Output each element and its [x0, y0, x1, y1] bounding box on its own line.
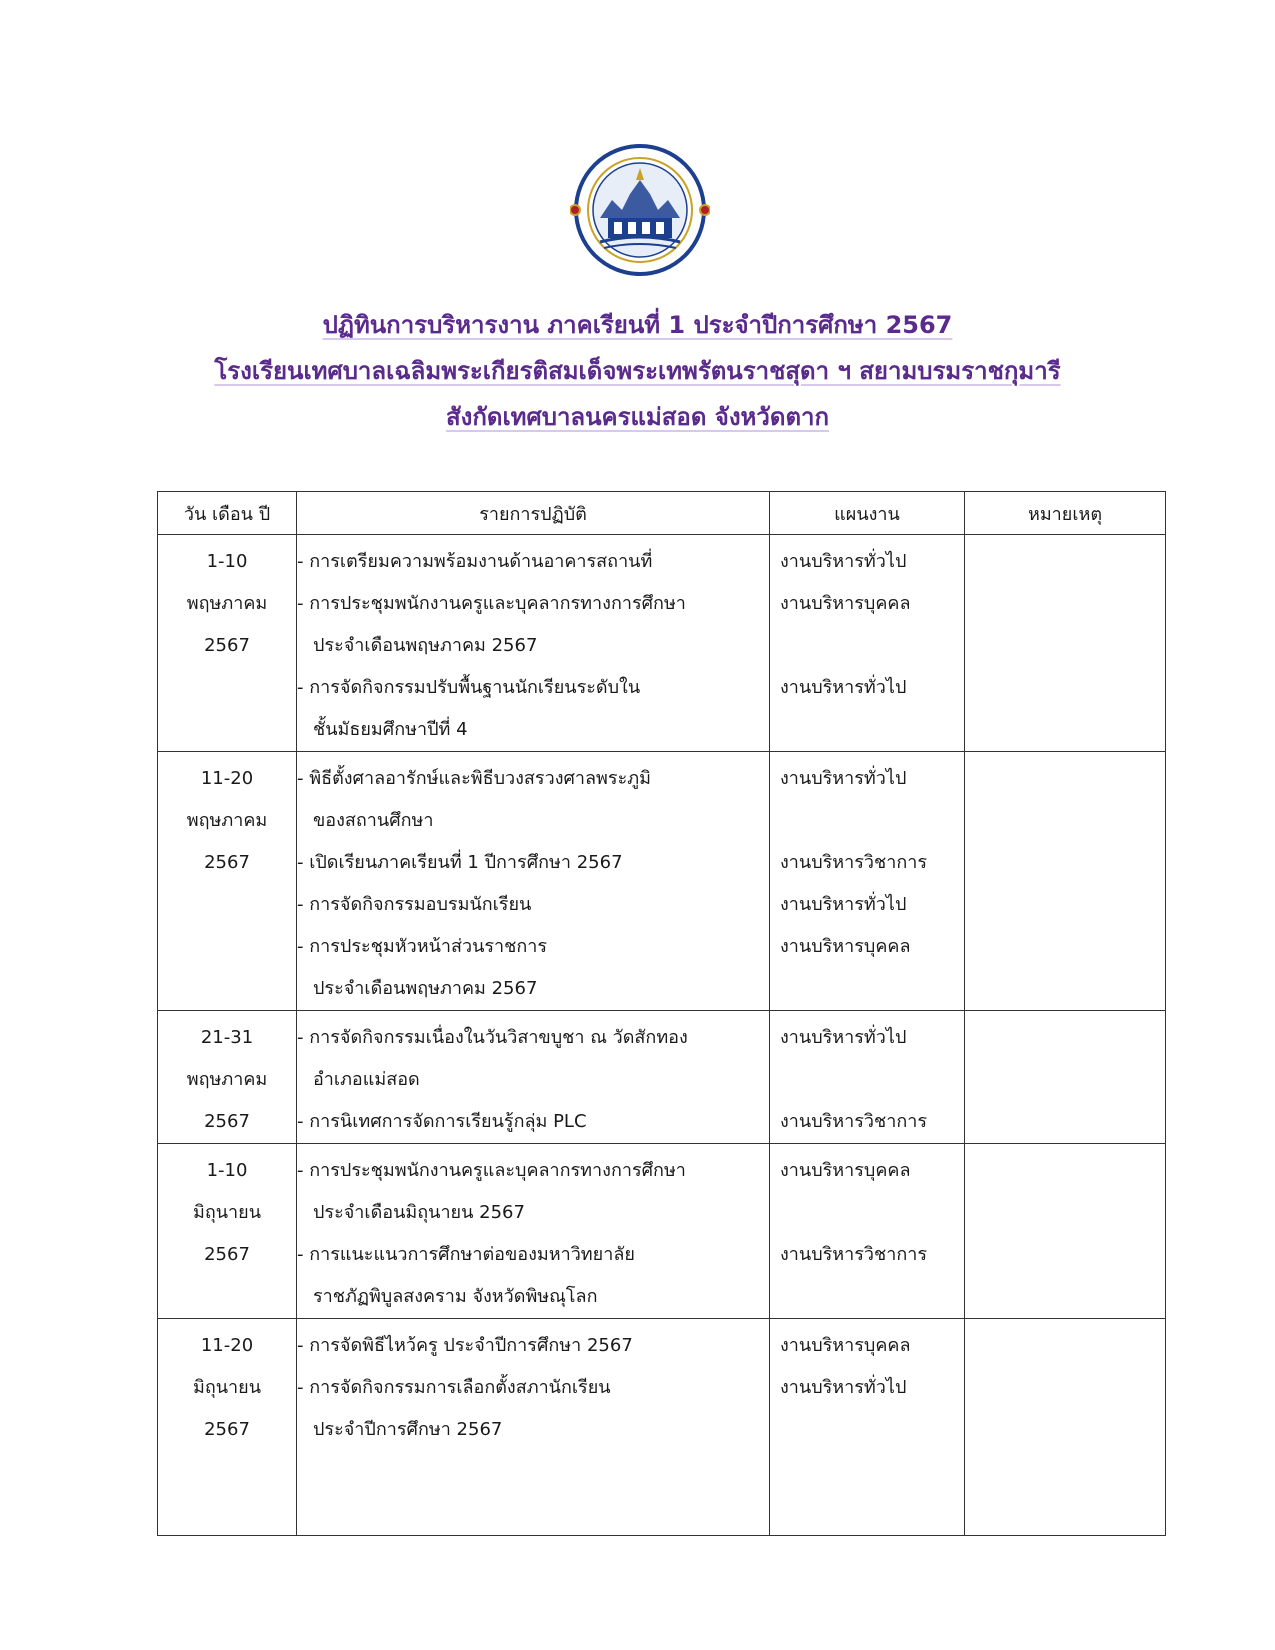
activity-item [297, 758, 769, 842]
department-cell [770, 1144, 965, 1319]
document-title-block [0, 302, 1275, 440]
department-line [770, 1493, 964, 1535]
department-line: งานบริหารทั่วไป [780, 768, 907, 789]
date-line: พฤษภาคม [186, 1069, 268, 1090]
department-line: งานบริหารวิชาการ [780, 1244, 928, 1265]
table-row [158, 752, 1166, 1011]
activity-text: - การจัดกิจกรรมปรับพื้นฐานนักเรียนระดับใน [297, 677, 641, 698]
remarks-cell [965, 1011, 1166, 1144]
date-line: 11-20 [200, 1335, 254, 1356]
department-line [770, 625, 964, 667]
activities-cell [297, 1144, 770, 1319]
activity-text: - การประชุมพนักงานครูและบุคลากรทางการศึกษา [297, 593, 686, 614]
department-line [770, 1192, 964, 1234]
activity-text: - การจัดกิจกรรมการเลือกตั้งสภานักเรียน [297, 1377, 611, 1398]
remarks-cell [965, 1144, 1166, 1319]
activity-text: - การแนะแนวการศึกษาต่อของมหาวิทยาลัย [297, 1244, 635, 1265]
department-line: งานบริหารทั่วไป [780, 677, 907, 698]
department-line [770, 800, 964, 842]
title-line-1: ปฏิทินการบริหารงาน ภาคเรียนที่ 1 ประจำปีการศึกษา 2567 [322, 311, 953, 339]
department-line [770, 1059, 964, 1101]
activity-text: ราชภัฏพิบูลสงคราม จังหวัดพิษณุโลก [313, 1286, 598, 1307]
column-header-date: วัน เดือน ปี [158, 492, 297, 535]
activity-text: - การจัดพิธีไหว้ครู ประจำปีการศึกษา 2567 [297, 1335, 633, 1356]
activity-item [297, 1234, 769, 1318]
column-header-department: แผนงาน [770, 492, 965, 535]
table-row [158, 1144, 1166, 1319]
department-line: งานบริหารวิชาการ [780, 852, 928, 873]
activity-text: อำเภอแม่สอด [313, 1069, 420, 1090]
date-line: 2567 [204, 852, 250, 873]
table-row [158, 1011, 1166, 1144]
column-header-activities: รายการปฏิบัติ [297, 492, 770, 535]
table-header-row [158, 492, 1166, 535]
activity-text: - การจัดกิจกรรมเนื่องในวันวิสาขบูชา ณ วัดสักทอง [297, 1027, 688, 1048]
activity-item [297, 926, 769, 1010]
remarks-cell [965, 1319, 1166, 1536]
activities-cell [297, 752, 770, 1011]
activities-cell [297, 1011, 770, 1144]
activities-cell [297, 535, 770, 752]
activity-item [297, 1325, 769, 1367]
date-cell [158, 1319, 297, 1536]
activity-text: ประจำปีการศึกษา 2567 [313, 1419, 503, 1440]
date-cell [158, 1144, 297, 1319]
activity-text: - การนิเทศการจัดการเรียนรู้กลุ่ม PLC [297, 1111, 587, 1132]
activity-item [297, 541, 769, 583]
activity-item [297, 1493, 769, 1535]
school-seal-logo [570, 140, 710, 280]
department-line: งานบริหารทั่วไป [780, 894, 907, 915]
date-line: พฤษภาคม [186, 593, 268, 614]
date-line: 21-31 [200, 1027, 254, 1048]
column-header-remarks: หมายเหตุ [965, 492, 1166, 535]
activity-text [297, 1493, 769, 1535]
activity-text: - การประชุมพนักงานครูและบุคลากรทางการศึกษา [297, 1160, 686, 1181]
department-line: งานบริหารทั่วไป [780, 1027, 907, 1048]
activity-text: - เปิดเรียนภาคเรียนที่ 1 ปีการศึกษา 2567 [297, 852, 623, 873]
department-line [770, 1451, 964, 1493]
date-line: 2567 [204, 1111, 250, 1132]
activity-text: - พิธีตั้งศาลอารักษ์และพิธีบวงสรวงศาลพระภูมิ [297, 768, 651, 789]
department-line: งานบริหารบุคคล [780, 593, 911, 614]
activity-text: - การเตรียมความพร้อมงานด้านอาคารสถานที่ [297, 551, 653, 572]
activity-text: ประจำเดือนพฤษภาคม 2567 [313, 978, 538, 999]
activity-text: ประจำเดือนมิถุนายน 2567 [313, 1202, 525, 1223]
date-cell [158, 1011, 297, 1144]
activity-text: - การจัดกิจกรรมอบรมนักเรียน [297, 894, 532, 915]
date-line: 1-10 [206, 1160, 248, 1181]
date-cell [158, 752, 297, 1011]
activity-item [297, 842, 769, 884]
department-line: งานบริหารบุคคล [780, 936, 911, 957]
department-line: งานบริหารทั่วไป [780, 1377, 907, 1398]
activity-item [297, 1101, 769, 1143]
title-line-3: สังกัดเทศบาลนครแม่สอด จังหวัดตาก [445, 403, 830, 431]
department-line [770, 1409, 964, 1451]
activities-cell [297, 1319, 770, 1536]
department-cell [770, 535, 965, 752]
date-cell [158, 535, 297, 752]
activity-item [297, 1150, 769, 1234]
department-line: งานบริหารทั่วไป [780, 551, 907, 572]
date-line: มิถุนายน [192, 1202, 262, 1223]
title-line-2: โรงเรียนเทศบาลเฉลิมพระเกียรติสมเด็จพระเทพรัตนราชสุดา ฯ สยามบรมราชกุมารี [214, 357, 1061, 385]
table-row [158, 535, 1166, 752]
department-line [770, 709, 964, 751]
department-line: งานบริหารบุคคล [780, 1335, 911, 1356]
date-line: พฤษภาคม [186, 810, 268, 831]
date-line: 2567 [204, 1244, 250, 1265]
date-line: 2567 [204, 1419, 250, 1440]
table-row [158, 1319, 1166, 1536]
activity-item [297, 884, 769, 926]
activity-text: ประจำเดือนพฤษภาคม 2567 [313, 635, 538, 656]
department-line [770, 968, 964, 1010]
administration-calendar-table [157, 491, 1166, 1536]
activity-text [297, 1451, 769, 1493]
activity-text: ชั้นมัธยมศึกษาปีที่ 4 [313, 719, 468, 740]
remarks-cell [965, 535, 1166, 752]
department-cell [770, 1011, 965, 1144]
activity-item [297, 1451, 769, 1493]
date-line: 11-20 [200, 768, 254, 789]
activity-item [297, 1367, 769, 1451]
remarks-cell [965, 752, 1166, 1011]
date-line: 2567 [204, 635, 250, 656]
date-line: มิถุนายน [192, 1377, 262, 1398]
department-line: งานบริหารบุคคล [780, 1160, 911, 1181]
activity-text: - การประชุมหัวหน้าส่วนราชการ [297, 936, 548, 957]
date-line: 1-10 [206, 551, 248, 572]
department-line: งานบริหารวิชาการ [780, 1111, 928, 1132]
activity-item [297, 667, 769, 751]
activity-item [297, 1017, 769, 1101]
activity-item [297, 583, 769, 667]
activity-text: ของสถานศึกษา [313, 810, 434, 831]
department-line [770, 1276, 964, 1318]
department-cell [770, 1319, 965, 1536]
table-body [158, 535, 1166, 1536]
department-cell [770, 752, 965, 1011]
seal-emblem-icon [570, 140, 710, 280]
